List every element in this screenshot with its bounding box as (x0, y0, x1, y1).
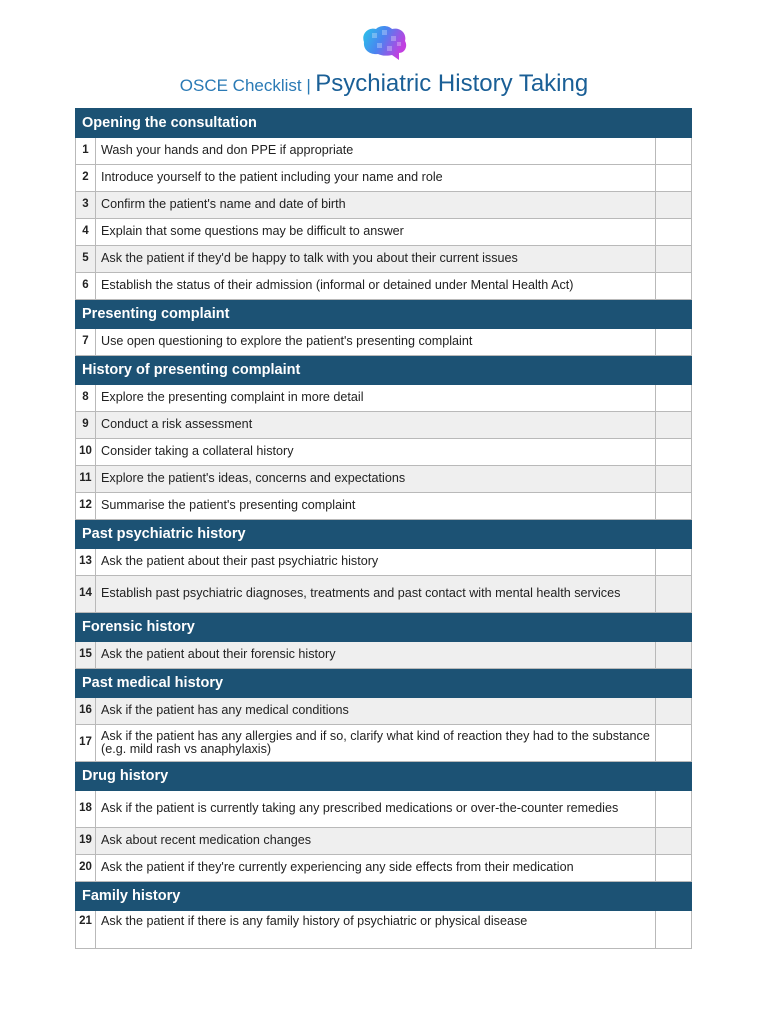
checklist-row (76, 165, 692, 192)
item-number: 4 (76, 219, 96, 246)
section-header (76, 356, 692, 385)
checklist-row (76, 698, 692, 725)
checklist-row (76, 273, 692, 300)
section-title: Past medical history (76, 669, 692, 698)
tick-box[interactable] (655, 642, 691, 669)
item-text: Ask the patient about their past psychiatric history (96, 549, 656, 576)
item-number: 2 (76, 165, 96, 192)
brain-icon (358, 24, 410, 66)
section-title: Family history (76, 882, 692, 911)
item-number: 3 (76, 192, 96, 219)
checklist-row (76, 642, 692, 669)
checklist-row (76, 855, 692, 882)
tick-box[interactable] (655, 828, 691, 855)
tick-box[interactable] (655, 855, 691, 882)
checklist-row (76, 138, 692, 165)
item-number: 9 (76, 412, 96, 439)
tick-box[interactable] (655, 192, 691, 219)
item-number: 19 (76, 828, 96, 855)
item-text: Ask if the patient is currently taking any prescribed medications or over-the-counter remedies (96, 791, 656, 828)
checklist-row (76, 911, 692, 949)
tick-box[interactable] (655, 466, 691, 493)
item-text: Ask the patient if they'd be happy to talk with you about their current issues (96, 246, 656, 273)
item-text: Ask the patient if they're currently experiencing any side effects from their medication (96, 855, 656, 882)
tick-box[interactable] (655, 725, 691, 762)
checklist-row (76, 439, 692, 466)
checklist-row (76, 725, 692, 762)
tick-box[interactable] (655, 385, 691, 412)
tick-box[interactable] (655, 576, 691, 613)
section-header (76, 669, 692, 698)
tick-box[interactable] (655, 219, 691, 246)
tick-box[interactable] (655, 791, 691, 828)
section-title: Past psychiatric history (76, 520, 692, 549)
checklist-row (76, 246, 692, 273)
item-number: 11 (76, 466, 96, 493)
item-number: 20 (76, 855, 96, 882)
item-text: Ask about recent medication changes (96, 828, 656, 855)
item-text: Wash your hands and don PPE if appropriate (96, 138, 656, 165)
section-title: Forensic history (76, 613, 692, 642)
section-header (76, 882, 692, 911)
item-number: 18 (76, 791, 96, 828)
section-title: Opening the consultation (76, 109, 692, 138)
checklist-row (76, 412, 692, 439)
checklist-row (76, 219, 692, 246)
item-number: 7 (76, 329, 96, 356)
item-text: Explore the presenting complaint in more detail (96, 385, 656, 412)
section-header (76, 300, 692, 329)
checklist-table (75, 108, 692, 949)
tick-box[interactable] (655, 911, 691, 949)
section-title: Drug history (76, 762, 692, 791)
tick-box[interactable] (655, 549, 691, 576)
item-number: 15 (76, 642, 96, 669)
item-number: 1 (76, 138, 96, 165)
item-number: 17 (76, 725, 96, 762)
item-text: Ask if the patient has any allergies and if so, clarify what kind of reaction they had to the substance (e.g. mild rash vs anaphylaxis) (96, 725, 656, 762)
item-number: 16 (76, 698, 96, 725)
item-number: 14 (76, 576, 96, 613)
tick-box[interactable] (655, 412, 691, 439)
item-text: Establish past psychiatric diagnoses, treatments and past contact with mental health services (96, 576, 656, 613)
title-prefix: OSCE Checklist | (179, 76, 311, 95)
tick-box[interactable] (655, 138, 691, 165)
item-number: 5 (76, 246, 96, 273)
item-text: Consider taking a collateral history (96, 439, 656, 466)
checklist-row (76, 192, 692, 219)
item-text: Confirm the patient's name and date of birth (96, 192, 656, 219)
tick-box[interactable] (655, 493, 691, 520)
checklist-row (76, 385, 692, 412)
tick-box[interactable] (655, 698, 691, 725)
item-text: Introduce yourself to the patient including your name and role (96, 165, 656, 192)
page-title (0, 70, 768, 98)
item-number: 21 (76, 911, 96, 949)
item-number: 12 (76, 493, 96, 520)
section-header (76, 613, 692, 642)
checklist-row (76, 466, 692, 493)
section-header (76, 109, 692, 138)
item-text: Use open questioning to explore the patient's presenting complaint (96, 329, 656, 356)
title-main: Psychiatric History Taking (315, 70, 589, 97)
tick-box[interactable] (655, 439, 691, 466)
section-title: History of presenting complaint (76, 356, 692, 385)
checklist-row (76, 549, 692, 576)
checklist-row (76, 828, 692, 855)
item-text: Ask if the patient has any medical conditions (96, 698, 656, 725)
tick-box[interactable] (655, 165, 691, 192)
section-header (76, 520, 692, 549)
checklist-row (76, 576, 692, 613)
item-number: 13 (76, 549, 96, 576)
item-text: Summarise the patient's presenting complaint (96, 493, 656, 520)
item-text: Ask the patient if there is any family history of psychiatric or physical disease (96, 911, 656, 949)
checklist-row (76, 791, 692, 828)
tick-box[interactable] (655, 329, 691, 356)
item-number: 8 (76, 385, 96, 412)
item-text: Explore the patient's ideas, concerns and expectations (96, 466, 656, 493)
item-text: Explain that some questions may be difficult to answer (96, 219, 656, 246)
checklist-row (76, 493, 692, 520)
section-header (76, 762, 692, 791)
item-text: Conduct a risk assessment (96, 412, 656, 439)
tick-box[interactable] (655, 246, 691, 273)
item-text: Ask the patient about their forensic history (96, 642, 656, 669)
item-text: Establish the status of their admission (informal or detained under Mental Health Act) (96, 273, 656, 300)
item-number: 10 (76, 439, 96, 466)
item-number: 6 (76, 273, 96, 300)
section-title: Presenting complaint (76, 300, 692, 329)
tick-box[interactable] (655, 273, 691, 300)
checklist-row (76, 329, 692, 356)
